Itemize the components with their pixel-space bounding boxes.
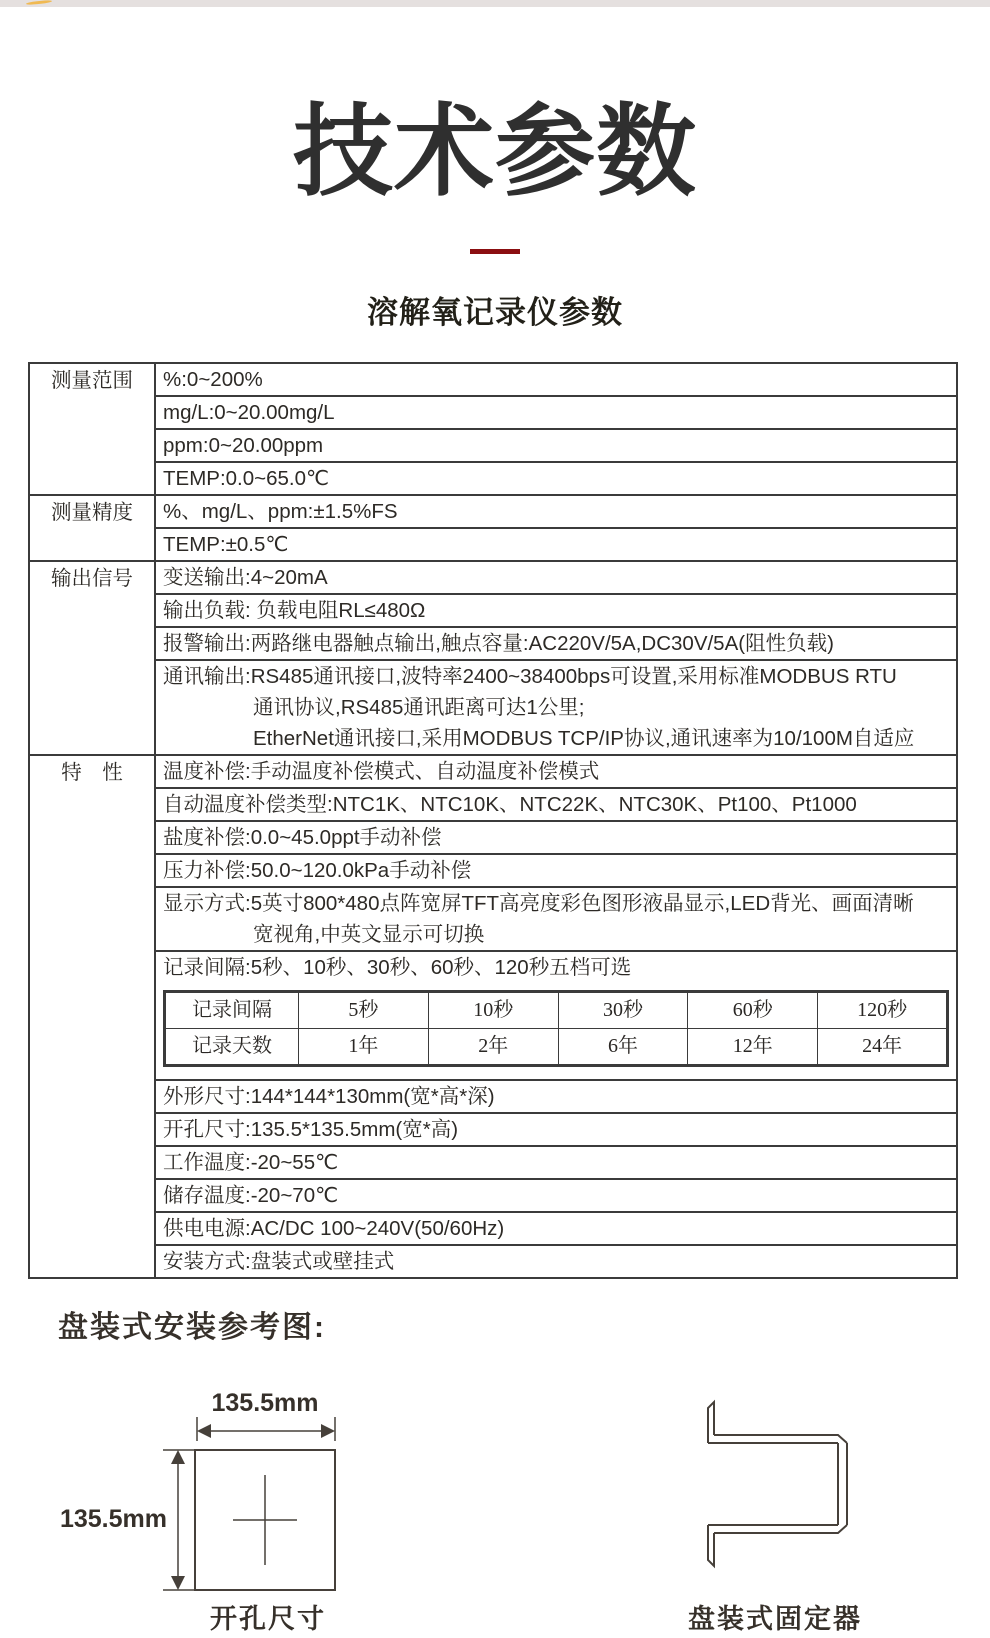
table-row [29,1146,957,1179]
fixture-diagram [670,1355,870,1638]
spec-value-line: 通讯协议,RS485通讯距离可达1公里; [253,696,585,719]
spec-value: 安装方式:盘装式或壁挂式 [155,1245,957,1278]
spec-value-record-interval [155,951,957,1080]
spec-value: 工作温度:-20~55℃ [155,1146,957,1179]
record-table-row [165,992,948,1029]
record-cell: 1年 [299,1029,429,1066]
spec-value-line: EtherNet通讯接口,采用MODBUS TCP/IP协议,通讯速率为10/100M自适应 [253,727,915,750]
record-cell: 30秒 [558,992,688,1029]
fixture-bracket-shape [708,1402,847,1566]
table-row [29,854,957,887]
spec-value: TEMP:0.0~65.0℃ [155,462,957,495]
record-table [163,990,949,1067]
dimension-label-left: 135.5mm [59,1505,167,1533]
spec-value: 储存温度:-20~70℃ [155,1179,957,1212]
mount-diagrams [0,1355,990,1638]
table-row [29,561,957,594]
record-cell: 120秒 [818,992,948,1029]
table-row [29,396,957,429]
record-cell: 24年 [818,1029,948,1066]
record-cell: 2年 [428,1029,558,1066]
spec-value: %、mg/L、ppm:±1.5%FS [155,495,957,528]
spec-value: 输出负载: 负载电阻RL≤480Ω [155,594,957,627]
spec-value: 盐度补偿:0.0~45.0ppt手动补偿 [155,821,957,854]
center-cross-mark [233,1475,297,1565]
spec-category-accuracy: 测量精度 [29,495,155,561]
spec-value: 报警输出:两路继电器触点输出,触点容量:AC220V/5A,DC30V/5A(阻性负载) [155,627,957,660]
table-row [29,788,957,821]
table-row [29,528,957,561]
dimension-label-top: 135.5mm [211,1389,319,1417]
spec-value: mg/L:0~20.00mg/L [155,396,957,429]
spec-value-display [155,887,957,951]
top-strip [0,0,990,7]
spec-value-comm [155,660,957,755]
table-row [29,951,957,1080]
spec-value-line: 宽视角,中英文显示可切换 [253,923,485,946]
section-subtitle: 溶解氧记录仪参数 [367,295,623,330]
strip-accent-mark [26,0,52,5]
record-cell: 5秒 [299,992,429,1029]
record-cell: 记录间隔 [165,992,299,1029]
spec-category-range: 测量范围 [29,363,155,495]
record-interval-text: 记录间隔:5秒、10秒、30秒、60秒、120秒五档可选 [163,956,632,979]
table-row [29,1080,957,1113]
cutout-diagram [40,1355,370,1638]
table-row [29,821,957,854]
spec-value: 压力补偿:50.0~120.0kPa手动补偿 [155,854,957,887]
record-cell: 6年 [558,1029,688,1066]
dimension-ticks-left [163,1450,197,1590]
table-row [29,1212,957,1245]
table-row [29,594,957,627]
spec-value: ppm:0~20.00ppm [155,429,957,462]
spec-value: TEMP:±0.5℃ [155,528,957,561]
spec-value: 开孔尺寸:135.5*135.5mm(宽*高) [155,1113,957,1146]
table-row [29,462,957,495]
fixture-caption: 盘装式固定器 [688,1604,862,1634]
table-row [29,1113,957,1146]
spec-category-features: 特 性 [29,755,155,1278]
spec-value: 变送输出:4~20mA [155,561,957,594]
table-row [29,429,957,462]
arrowhead-left [197,1424,211,1438]
dimension-ticks-top [197,1417,335,1441]
page-title: 技术参数 [293,96,697,208]
table-row [29,1179,957,1212]
spec-value: 温度补偿:手动温度补偿模式、自动温度补偿模式 [155,755,957,788]
title-divider [470,249,520,254]
arrowhead-up [171,1450,185,1464]
spec-value-line: 显示方式:5英寸800*480点阵宽屏TFT高亮度彩色图形液晶显示,LED背光、画面清晰 [163,892,914,915]
table-row [29,887,957,951]
spec-value: %:0~200% [155,363,957,396]
table-row [29,755,957,788]
spec-table [28,362,958,1279]
cutout-caption: 开孔尺寸 [210,1604,326,1634]
arrowhead-down [171,1576,185,1590]
table-row [29,495,957,528]
table-row [29,363,957,396]
spec-category-output: 输出信号 [29,561,155,755]
spec-value: 外形尺寸:144*144*130mm(宽*高*深) [155,1080,957,1113]
record-cell: 记录天数 [165,1029,299,1066]
table-row [29,1245,957,1278]
spec-value-line: 通讯输出:RS485通讯接口,波特率2400~38400bps可设置,采用标准MODBUS RTU [163,665,897,688]
mount-section-heading: 盘装式安装参考图: [58,1311,326,1344]
arrowhead-right [321,1424,335,1438]
record-cell: 60秒 [688,992,818,1029]
table-row [29,627,957,660]
record-cell: 10秒 [428,992,558,1029]
spec-value: 自动温度补偿类型:NTC1K、NTC10K、NTC22K、NTC30K、Pt100、Pt1000 [155,788,957,821]
spec-value: 供电电源:AC/DC 100~240V(50/60Hz) [155,1212,957,1245]
record-table-row [165,1029,948,1066]
table-row [29,660,957,755]
record-cell: 12年 [688,1029,818,1066]
